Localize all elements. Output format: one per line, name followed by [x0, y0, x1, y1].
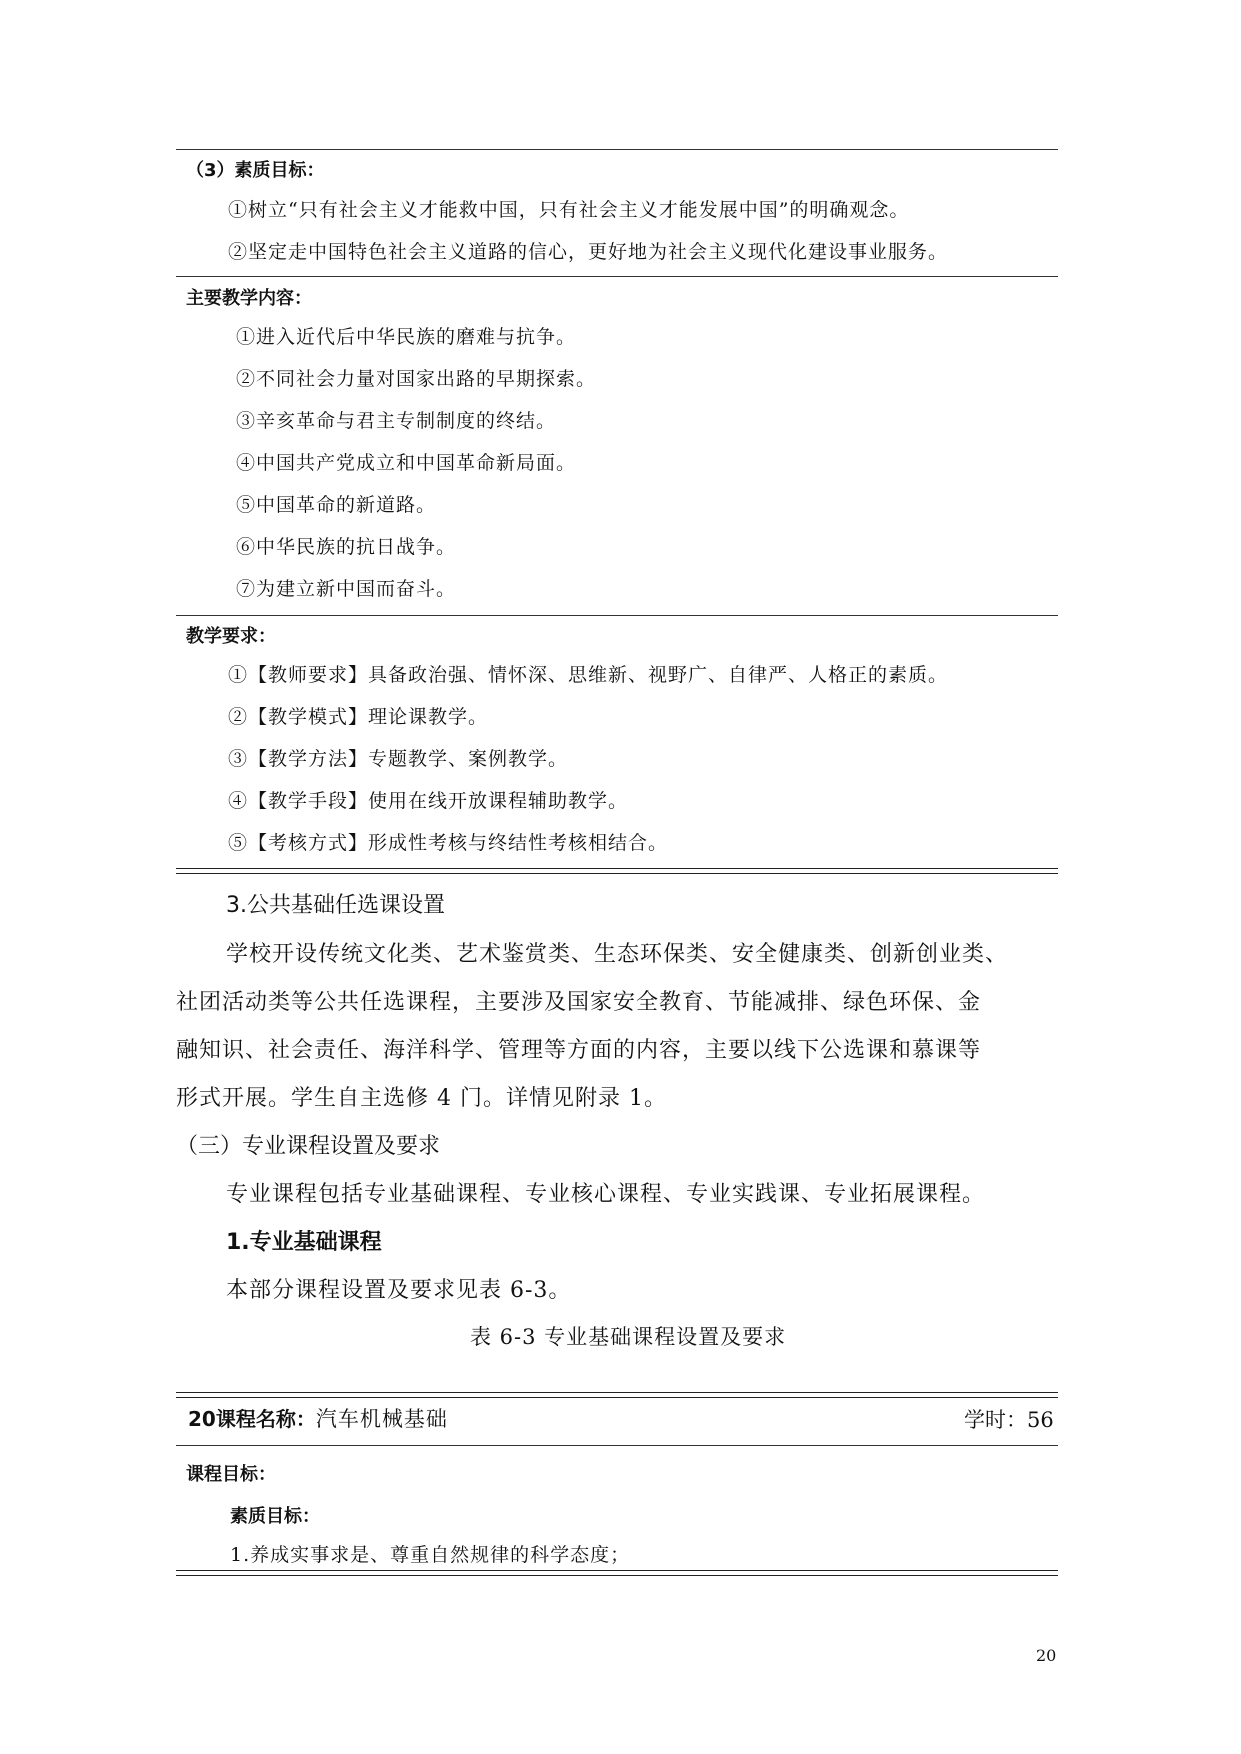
req-item: ⑤【考核方式】形成性考核与终结性考核相结合。: [228, 832, 669, 854]
quality-goal-item: 1.养成实事求是、尊重自然规律的科学态度；: [230, 1544, 631, 1566]
paragraph-line: 学校开设传统文化类、艺术鉴赏类、生态环保类、安全健康类、创新创业类、: [226, 942, 1009, 967]
content-item: ⑤中国革命的新道路。: [236, 494, 437, 516]
table-row-divider: [176, 276, 1058, 277]
main-content-label: 主要教学内容：: [186, 288, 312, 309]
quality-goal-item: ②坚定走中国特色社会主义道路的信心，更好地为社会主义现代化建设事业服务。: [228, 241, 949, 263]
table-row-divider: [176, 1445, 1058, 1446]
course-hours: [964, 1404, 1054, 1434]
table-bottom-border: [176, 1570, 1058, 1576]
hours-value: 56: [1027, 1408, 1054, 1432]
quality-goal-label: 素质目标：: [230, 1506, 320, 1527]
course-header-row: [188, 1403, 448, 1433]
paragraph-line: 形式开展。学生自主选修 4 门。详情见附录 1。: [176, 1086, 667, 1111]
part-heading: （三）专业课程设置及要求: [176, 1134, 441, 1159]
quality-goal-item: ①树立“只有社会主义才能救中国，只有社会主义才能发展中国”的明确观念。: [228, 199, 910, 221]
content-item: ⑦为建立新中国而奋斗。: [236, 578, 457, 600]
table-bottom-border: [176, 868, 1058, 874]
table-top-border: [176, 1392, 1058, 1398]
quality-goal-label: （3）素质目标：: [186, 160, 325, 181]
intro-paragraph: 专业课程包括专业基础课程、专业核心课程、专业实践课、专业拓展课程。: [226, 1182, 986, 1207]
req-item: ②【教学模式】理论课教学。: [228, 706, 489, 728]
sub-heading: 1.专业基础课程: [226, 1230, 382, 1255]
table-row-divider: [176, 615, 1058, 616]
table-reference: 本部分课程设置及要求见表 6-3。: [226, 1278, 572, 1303]
req-item: ①【教师要求】具备政治强、情怀深、思维新、视野广、自律严、人格正的素质。: [228, 664, 949, 686]
req-item: ④【教学手段】使用在线开放课程辅助教学。: [228, 790, 629, 812]
paragraph-line: 融知识、社会责任、海洋科学、管理等方面的内容，主要以线下公选课和慕课等: [176, 1038, 982, 1063]
course-name-label: 课程名称：: [215, 1407, 316, 1431]
content-item: ①进入近代后中华民族的磨难与抗争。: [236, 326, 577, 348]
paragraph-line: 社团活动类等公共任选课程，主要涉及国家安全教育、节能减排、绿色环保、金: [176, 990, 982, 1015]
content-item: ⑥中华民族的抗日战争。: [236, 536, 457, 558]
req-item: ③【教学方法】专题教学、案例教学。: [228, 748, 569, 770]
teaching-req-label: 教学要求：: [186, 626, 276, 647]
section-heading: 3.公共基础任选课设置: [226, 893, 445, 918]
content-item: ③辛亥革命与君主专制制度的终结。: [236, 410, 557, 432]
content-item: ④中国共产党成立和中国革命新局面。: [236, 452, 577, 474]
course-goal-label: 课程目标：: [186, 1464, 276, 1485]
page-number: 20: [1036, 1646, 1057, 1665]
course-name: 汽车机械基础: [315, 1407, 448, 1431]
hours-label: 学时：: [964, 1408, 1027, 1432]
course-number: 20: [188, 1407, 216, 1431]
table-top-border: [176, 149, 1058, 150]
content-item: ②不同社会力量对国家出路的早期探索。: [236, 368, 597, 390]
table-caption: 表 6-3 专业基础课程设置及要求: [470, 1325, 787, 1349]
